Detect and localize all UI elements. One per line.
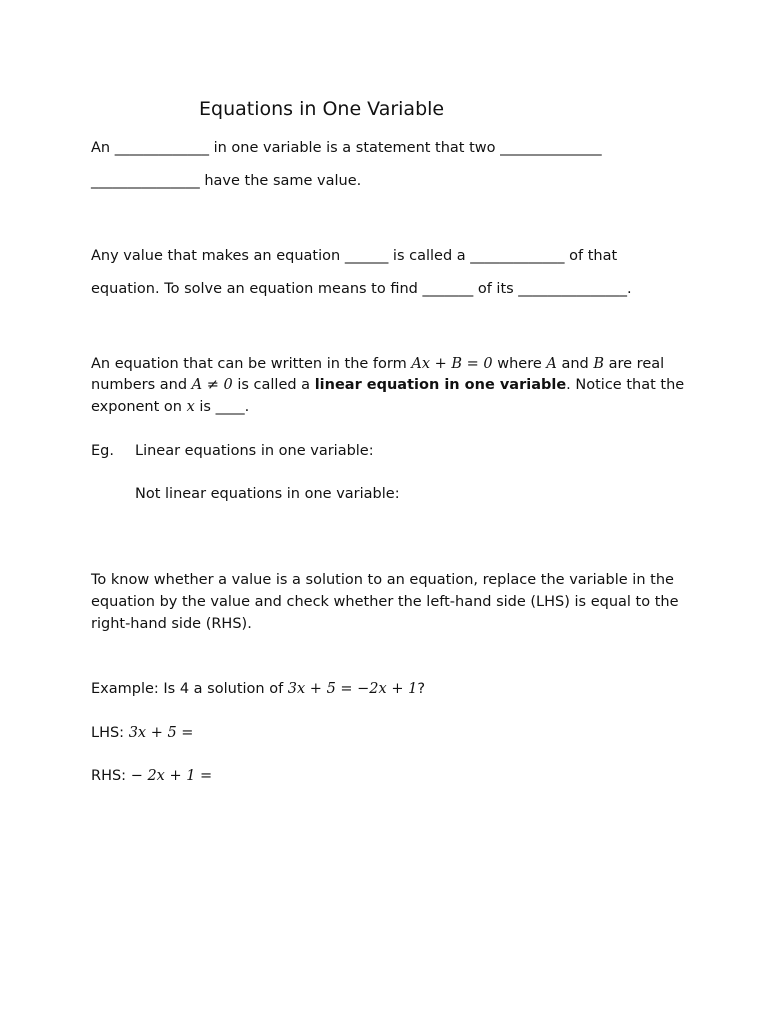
para4-line1: To know whether a value is a solution to an equation, replace the variable in the — [91, 572, 674, 588]
lhs-label: LHS: — [91, 725, 125, 741]
para3-text: and — [561, 356, 589, 372]
eg-linear: Linear equations in one variable: — [135, 443, 374, 459]
para3-line2 — [91, 375, 684, 395]
para3-text: are real — [608, 356, 665, 372]
para4-line3: right-hand side (RHS). — [91, 616, 252, 632]
math-variable-b: B — [593, 356, 605, 372]
para4-line2: equation by the value and check whether the left-hand side (LHS) is equal to the — [91, 594, 679, 610]
para3-text: numbers and — [91, 377, 188, 393]
bold-term: linear equation in one variable — [314, 377, 567, 393]
para3-line1 — [91, 354, 664, 374]
para2-line2: equation. To solve an equation means to find _______ of its _______________. — [91, 281, 632, 297]
para3-line3 — [91, 397, 249, 417]
lhs-expression: 3x + 5 = — [128, 725, 194, 741]
example-text: Example: Is 4 a solution of — [91, 681, 284, 697]
math-variable-a: A — [546, 356, 557, 372]
para3-text: An equation that can be written in the form — [91, 356, 407, 372]
para3-text: is ____. — [199, 399, 250, 415]
para1-line2: _______________ have the same value. — [91, 173, 362, 189]
rhs-expression: − 2x + 1 = — [130, 768, 213, 784]
example-question-mark: ? — [417, 681, 426, 697]
math-expression: A ≠ 0 — [191, 377, 233, 393]
example-line — [91, 679, 425, 699]
para3-text: where — [497, 356, 542, 372]
para3-text: . Notice that the — [566, 377, 685, 393]
math-variable-x: x — [186, 399, 195, 415]
eg-not-linear: Not linear equations in one variable: — [135, 486, 400, 502]
lhs-line — [91, 723, 193, 743]
para2-line1: Any value that makes an equation ______ is called a _____________ of that — [91, 248, 618, 264]
example-equation: 3x + 5 = −2x + 1 — [287, 681, 418, 697]
page-title: Equations in One Variable — [199, 98, 445, 120]
rhs-line — [91, 766, 212, 786]
eg-label: Eg. — [91, 443, 114, 459]
para3-text: is called a — [237, 377, 311, 393]
math-expression: Ax + B = 0 — [411, 356, 493, 372]
para3-text: exponent on — [91, 399, 182, 415]
para1-line1: An _____________ in one variable is a statement that two ______________ — [91, 140, 602, 156]
rhs-label: RHS: — [91, 768, 127, 784]
